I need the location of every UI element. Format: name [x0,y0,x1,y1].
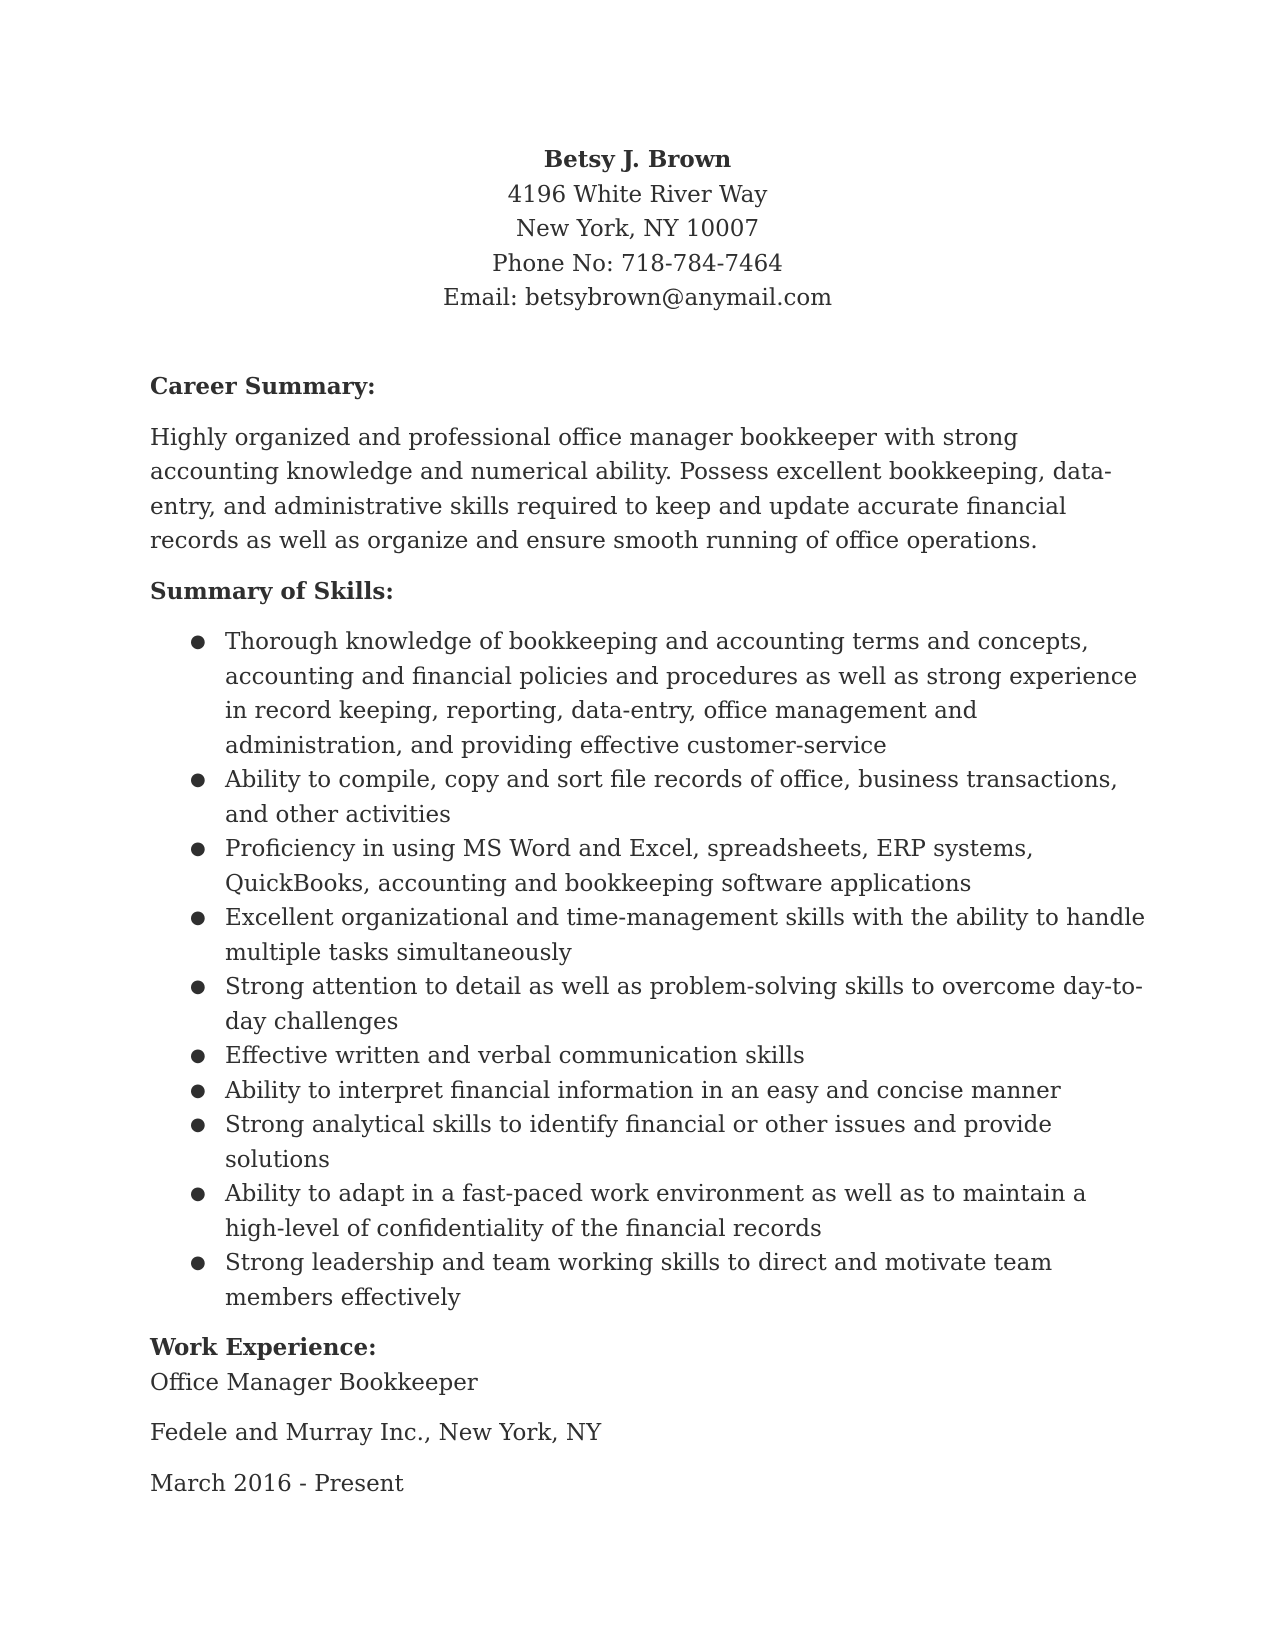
candidate-name: Betsy J. Brown [543,146,732,173]
address-line-1: 4196 White River Way [507,181,768,208]
skill-text: Effective written and verbal communication skills [225,1043,805,1069]
skill-text: Proficiency in using MS Word and Excel, spreadsheets, ERP systems, QuickBooks, accounting and bookkeeping software applications [225,836,1034,897]
bullet-icon: ● [190,1252,206,1273]
skill-item [150,1074,1150,1109]
skills-list [150,625,1150,1315]
skill-text: Strong analytical skills to identify financial or other issues and provide solutions [225,1112,1052,1173]
skill-text: Excellent organizational and time-management skills with the ability to handle multiple tasks simultaneously [225,905,1146,966]
skill-item [150,763,1150,832]
bullet-icon: ● [190,976,206,997]
skill-item [150,1246,1150,1315]
address-line-2: New York, NY 10007 [515,216,760,242]
skill-text: Ability to interpret financial information in an easy and concise manner [225,1077,1061,1104]
skill-item [150,832,1150,901]
skills-heading: Summary of Skills: [150,577,394,605]
bullet-icon: ● [190,631,206,652]
skill-text: Strong leadership and team working skills to direct and motivate team members effectively [225,1250,1053,1311]
skill-item [150,625,1150,763]
career-summary-text: Highly organized and professional office manager bookkeeper with strong accounting knowledge and numerical ability. Possess excellent bookkeeping, data-entry, and administrative skills required to keep and update accurate financial records as well as organize and ensure smooth running of office operations. [150,424,1112,554]
contact-header [0,143,1275,316]
skill-item [150,1108,1150,1177]
bullet-icon: ● [190,838,206,859]
work-experience-heading: Work Experience: [150,1334,377,1361]
skill-text: Strong attention to detail as well as problem-solving skills to overcome day-to-day challenges [225,974,1143,1035]
bullet-icon: ● [190,907,206,928]
bullet-icon: ● [190,1114,206,1135]
skill-text: Ability to adapt in a fast-paced work environment as well as to maintain a high-level of confidentiality of the financial records [225,1181,1087,1242]
employment-dates: March 2016 - Present [150,1470,404,1497]
phone-number: Phone No: 718-784-7464 [492,250,783,277]
bullet-icon: ● [190,1045,206,1066]
job-title: Office Manager Bookkeeper [150,1369,478,1396]
skill-item [150,970,1150,1039]
email-address: Email: betsybrown@anymail.com [442,285,833,311]
skill-text: Ability to compile, copy and sort file records of office, business transactions, and other activities [225,767,1118,828]
skill-text: Thorough knowledge of bookkeeping and accounting terms and concepts, accounting and financial policies and procedures as well as strong experience in record keeping, reporting, data-entry, office management and administration, and providing effective customer-service [225,629,1138,759]
bullet-icon: ● [190,1183,206,1204]
career-summary-heading: Career Summary: [150,373,376,400]
resume-body [150,370,1150,1501]
skill-item [150,1039,1150,1074]
skill-item [150,901,1150,970]
skill-item [150,1177,1150,1246]
bullet-icon: ● [190,769,206,790]
company-name: Fedele and Murray Inc., New York, NY [150,1420,602,1446]
bullet-icon: ● [190,1079,206,1101]
